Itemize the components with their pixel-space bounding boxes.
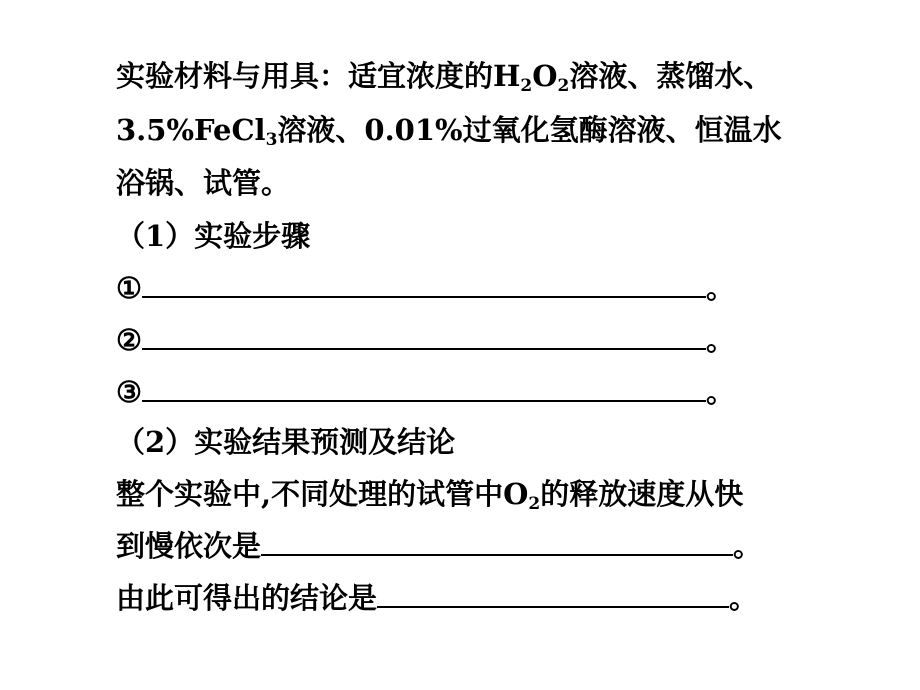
step-2-blank[interactable] bbox=[142, 326, 706, 350]
step-3-marker: ③ bbox=[116, 375, 142, 409]
step-1-marker: ① bbox=[116, 271, 142, 305]
results-text-2: 到慢依次是 bbox=[116, 529, 262, 563]
results-line-2 bbox=[116, 528, 762, 564]
materials-line-3 bbox=[116, 165, 290, 201]
step-3 bbox=[116, 374, 735, 410]
results-text-1a: 整个实验中,不同处理的试管中O bbox=[116, 477, 529, 511]
subscript-o2: 2 bbox=[528, 494, 541, 514]
materials-line-2 bbox=[116, 112, 782, 148]
materials-line-1 bbox=[116, 58, 772, 94]
order-blank[interactable] bbox=[261, 532, 733, 556]
step-2-end: 。 bbox=[706, 323, 736, 357]
step-2-marker: ② bbox=[116, 323, 142, 357]
materials-text-2a: 3.5%FeCl bbox=[116, 113, 266, 147]
results-line-1 bbox=[116, 476, 743, 512]
step-2 bbox=[116, 322, 735, 358]
conclusion-blank[interactable] bbox=[377, 584, 729, 608]
step-1-end: 。 bbox=[706, 271, 736, 305]
results-end-3: 。 bbox=[729, 581, 759, 615]
step-3-blank[interactable] bbox=[142, 378, 706, 402]
subscript-3: 3 bbox=[265, 130, 278, 150]
step-3-end: 。 bbox=[706, 375, 736, 409]
results-heading bbox=[116, 424, 455, 460]
steps-heading-text: （1）实验步骤 bbox=[116, 219, 311, 253]
step-1 bbox=[116, 270, 735, 306]
materials-text-1b: O bbox=[532, 59, 558, 93]
subscript-2b: 2 bbox=[557, 76, 570, 96]
materials-text-1c: 溶液、蒸馏水、 bbox=[569, 59, 773, 93]
step-1-blank[interactable] bbox=[142, 274, 706, 298]
results-line-3 bbox=[116, 580, 758, 616]
materials-text-3: 浴锅、试管。 bbox=[116, 166, 291, 200]
results-end-2: 。 bbox=[733, 529, 763, 563]
steps-heading bbox=[116, 218, 310, 254]
results-text-1b: 的释放速度从快 bbox=[540, 477, 744, 511]
results-text-3: 由此可得出的结论是 bbox=[116, 581, 378, 615]
materials-text-1a: 实验材料与用具：适宜浓度的H bbox=[116, 59, 521, 93]
subscript-2a: 2 bbox=[520, 76, 533, 96]
materials-text-2b: 溶液、0.01%过氧化氢酶溶液、恒温水 bbox=[277, 113, 782, 147]
results-heading-text: （2）实验结果预测及结论 bbox=[116, 425, 456, 459]
